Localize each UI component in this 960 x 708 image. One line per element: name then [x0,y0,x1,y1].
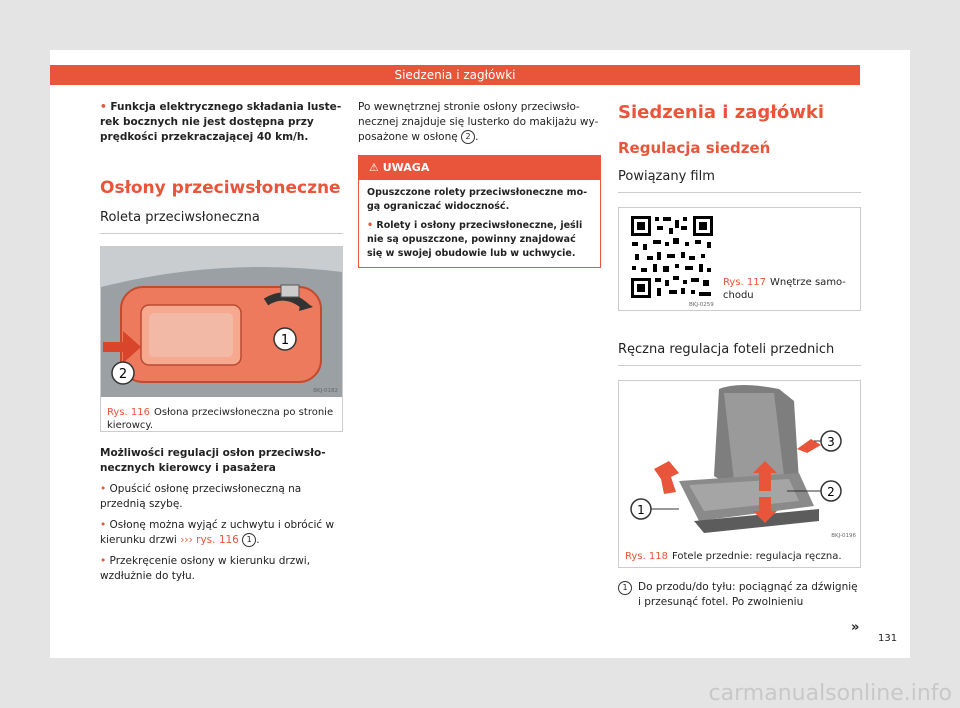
film-title: Powiązany film [618,168,861,193]
manual-adjust-title: Ręczna regulacja foteli przednich [618,341,861,366]
warning-box [358,155,601,268]
sun-visor-illustration [101,247,342,397]
marker-3: 3 [827,435,835,449]
chapter-title: Siedzenia i zagłówki [618,102,825,123]
continue-marker: » [851,620,860,635]
figure-118 [618,380,861,568]
number-badge: 1 [618,581,632,595]
mirror-paragraph: Po wewnętrznej stronie osłony przeciwsłonecznej znajduje się lusterko do makijażu wyposażone w osłonę 2 . [358,101,599,143]
warning-icon: ⚠ [369,161,379,174]
figure-caption: Rys. 116 Osłona przeciwsłoneczna po stronie kierowcy. [107,407,334,431]
options-title: Możliwości regulacji osłon przeciwsłonecznych kierowcy i pasażera [100,447,326,474]
marker-2: 2 [118,367,128,382]
warning-item: Opuszczone rolety przeciwsłoneczne mogą ograniczać widoczność. [367,187,588,212]
list-item: • Przekręcenie osłony w kierunku drzwi, wzdłużnie do tyłu. [100,555,311,582]
figure-117 [618,207,861,311]
marker-2: 2 [827,485,835,499]
figure-code: BKJ-0196 [831,533,856,539]
column-2 [358,92,601,268]
column-1 [100,92,343,590]
section-title: Regulacja siedzeń [618,139,771,157]
watermark: carmanualsonline.info [708,681,952,706]
figure-code: BKJ-0259 [689,302,714,308]
page-number: 131 [878,633,898,644]
column-3 [618,92,861,610]
figure-code: BKJ-0182 [313,388,338,394]
qr-code-icon [629,214,715,300]
subsection-title: Roleta przeciwsłoneczna [100,209,343,234]
marker-1: 1 [637,503,645,517]
number-badge: 1 [242,533,256,547]
numbered-item: 1 Do przodu/do tyłu: pociągnąć za dźwignię i przesunąć fotel. Po zwolnieniu [618,580,861,610]
figure-caption: Rys. 117 Wnętrze samochodu [723,277,846,301]
warning-item: • Rolety i osłony przeciwsłoneczne, jeśli nie są opuszczone, powinny znajdować się w swojej obudowie lub w uchwycie. [367,220,583,259]
list-item: • Osłonę można wyjąć z uchwytu i obrócić w kierunku drzwi ››› rys. 116 1 . [100,519,335,546]
bullet-dot: • [100,101,107,113]
figure-116 [100,246,343,432]
running-header: Siedzenia i zagłówki [50,65,860,85]
warning-body [359,180,600,267]
seat-illustration [619,381,860,541]
figure-link[interactable]: rys. 116 [196,534,239,546]
figure-caption: Rys. 118 Fotele przednie: regulacja ręczna. [625,551,842,562]
number-badge: 2 [461,130,475,144]
marker-1: 1 [280,333,290,348]
warning-header: ⚠ UWAGA [359,156,600,180]
cross-reference-arrows: ››› [180,534,193,546]
list-item: • Opuścić osłonę przeciwsłoneczną na przednią szybę. [100,483,302,510]
intro-bullet: • Funkcja elektrycznego składania lusterek bocznych nie jest dostępna przy prędkości przekraczającej 40 km/h. [100,101,342,143]
section-title: Osłony przeciwsłoneczne [100,178,341,198]
